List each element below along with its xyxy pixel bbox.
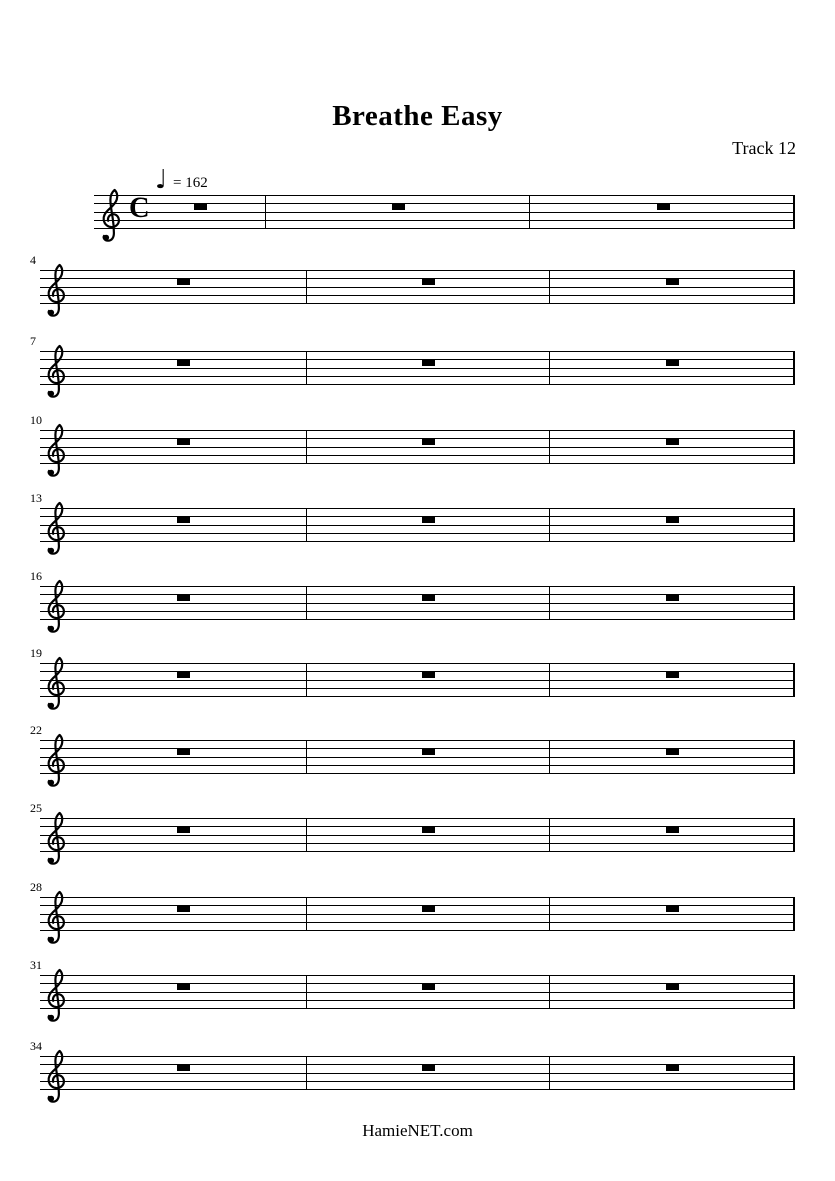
system-end-barline (793, 975, 796, 1009)
staff-line (40, 611, 795, 612)
staff-line (40, 533, 795, 534)
staff-line (40, 1073, 795, 1074)
staff-line (40, 983, 795, 984)
measure-number: 19 (30, 646, 42, 660)
staff-line (40, 455, 795, 456)
system-end-barline (793, 508, 796, 542)
barline (549, 897, 550, 931)
barline (306, 351, 307, 385)
staff-line (40, 278, 795, 279)
measure-number: 4 (30, 253, 36, 267)
system-end-barline (793, 818, 796, 852)
whole-rest (666, 516, 679, 523)
whole-rest (177, 826, 190, 833)
staff-line (40, 1089, 795, 1090)
whole-rest (666, 278, 679, 285)
staff-line (40, 818, 795, 819)
page-title: Breathe Easy (332, 100, 503, 132)
staff-line (40, 905, 795, 906)
barline (306, 270, 307, 304)
barline (549, 663, 550, 697)
staff-line (94, 195, 795, 196)
staff-line (40, 1064, 795, 1065)
treble-clef-icon (42, 262, 68, 325)
whole-rest (177, 983, 190, 990)
treble-clef-icon (42, 422, 68, 485)
barline (549, 1056, 550, 1090)
staff-line (40, 619, 795, 620)
system-end-barline (793, 897, 796, 931)
whole-rest (177, 438, 190, 445)
quarter-note-icon: ♩ (155, 165, 168, 195)
barline (306, 975, 307, 1009)
staff-line (40, 671, 795, 672)
staff-line (40, 295, 795, 296)
staff-line (40, 688, 795, 689)
staff-line (40, 835, 795, 836)
whole-rest (422, 278, 435, 285)
treble-clef-icon (42, 732, 68, 795)
staff-line (94, 212, 795, 213)
barline (529, 195, 530, 229)
staff-line (40, 603, 795, 604)
whole-rest (177, 594, 190, 601)
staff-line (40, 975, 795, 976)
whole-rest (666, 826, 679, 833)
staff-line (40, 586, 795, 587)
measure-number: 13 (30, 491, 42, 505)
staff-line (40, 516, 795, 517)
treble-clef-icon (42, 578, 68, 641)
whole-rest (194, 203, 207, 210)
whole-rest (177, 671, 190, 678)
staff-line (40, 447, 795, 448)
tempo-text: = 162 (173, 175, 208, 191)
staff-line (40, 303, 795, 304)
barline (306, 1056, 307, 1090)
staff-line (40, 930, 795, 931)
whole-rest (422, 516, 435, 523)
staff-line (40, 359, 795, 360)
whole-rest (422, 748, 435, 755)
whole-rest (177, 748, 190, 755)
whole-rest (422, 671, 435, 678)
barline (549, 508, 550, 542)
system-end-barline (793, 270, 796, 304)
measure-number: 25 (30, 801, 42, 815)
staff-line (40, 897, 795, 898)
barline (549, 740, 550, 774)
staff-line (40, 525, 795, 526)
whole-rest (657, 203, 670, 210)
treble-clef-icon (42, 967, 68, 1030)
whole-rest (177, 359, 190, 366)
treble-clef-icon (97, 187, 123, 250)
staff-line (40, 368, 795, 369)
whole-rest (422, 359, 435, 366)
barline (306, 740, 307, 774)
barline (549, 270, 550, 304)
system-end-barline (793, 740, 796, 774)
staff-line (40, 851, 795, 852)
whole-rest (666, 983, 679, 990)
staff-line (40, 270, 795, 271)
staff-line (40, 351, 795, 352)
staff-line (40, 992, 795, 993)
measure-number: 34 (30, 1039, 42, 1053)
barline (549, 975, 550, 1009)
staff-line (40, 696, 795, 697)
barline (265, 195, 266, 229)
whole-rest (177, 516, 190, 523)
barline (306, 897, 307, 931)
whole-rest (422, 983, 435, 990)
staff-line (40, 376, 795, 377)
whole-rest (666, 748, 679, 755)
system-end-barline (793, 430, 796, 464)
system-end-barline (793, 663, 796, 697)
treble-clef-icon (42, 1048, 68, 1111)
system-end-barline (793, 586, 796, 620)
footer-site-label: HamieNET.com (362, 1121, 473, 1140)
barline (306, 818, 307, 852)
whole-rest (666, 438, 679, 445)
whole-rest (666, 671, 679, 678)
measure-number: 28 (30, 880, 42, 894)
barline (549, 351, 550, 385)
treble-clef-icon (42, 655, 68, 718)
barline (306, 586, 307, 620)
whole-rest (666, 1064, 679, 1071)
staff-line (40, 541, 795, 542)
treble-clef-icon (42, 343, 68, 406)
staff-line (40, 287, 795, 288)
measure-number: 22 (30, 723, 42, 737)
barline (549, 430, 550, 464)
whole-rest (422, 905, 435, 912)
whole-rest (177, 278, 190, 285)
whole-rest (666, 594, 679, 601)
barline (306, 430, 307, 464)
system-end-barline (793, 195, 796, 229)
staff-line (40, 1008, 795, 1009)
staff-line (40, 1056, 795, 1057)
staff-line (40, 680, 795, 681)
staff-line (40, 663, 795, 664)
treble-clef-icon (42, 889, 68, 952)
staff-line (40, 748, 795, 749)
barline (549, 818, 550, 852)
treble-clef-icon (42, 810, 68, 873)
staff-line (40, 914, 795, 915)
barline (549, 586, 550, 620)
measure-number: 10 (30, 413, 42, 427)
whole-rest (422, 594, 435, 601)
whole-rest (177, 1064, 190, 1071)
staff-line (40, 740, 795, 741)
time-signature-common: C (129, 191, 150, 224)
staff-line (40, 594, 795, 595)
staff-line (40, 463, 795, 464)
staff-line (40, 430, 795, 431)
staff-line (40, 1000, 795, 1001)
track-label: Track 12 (732, 138, 796, 158)
measure-number: 7 (30, 334, 36, 348)
barline (306, 663, 307, 697)
whole-rest (666, 359, 679, 366)
staff-line (94, 220, 795, 221)
system-end-barline (793, 1056, 796, 1090)
whole-rest (422, 826, 435, 833)
measure-number: 31 (30, 958, 42, 972)
staff-line (94, 228, 795, 229)
staff-line (40, 843, 795, 844)
staff-line (40, 508, 795, 509)
staff-line (40, 438, 795, 439)
whole-rest (392, 203, 405, 210)
staff-line (40, 384, 795, 385)
system-end-barline (793, 351, 796, 385)
staff-line (40, 1081, 795, 1082)
staff-line (40, 757, 795, 758)
whole-rest (666, 905, 679, 912)
measure-number: 16 (30, 569, 42, 583)
treble-clef-icon (42, 500, 68, 563)
whole-rest (177, 905, 190, 912)
staff-line (40, 773, 795, 774)
whole-rest (422, 438, 435, 445)
barline (306, 508, 307, 542)
staff-line (40, 826, 795, 827)
whole-rest (422, 1064, 435, 1071)
staff-line (40, 922, 795, 923)
staff-line (40, 765, 795, 766)
